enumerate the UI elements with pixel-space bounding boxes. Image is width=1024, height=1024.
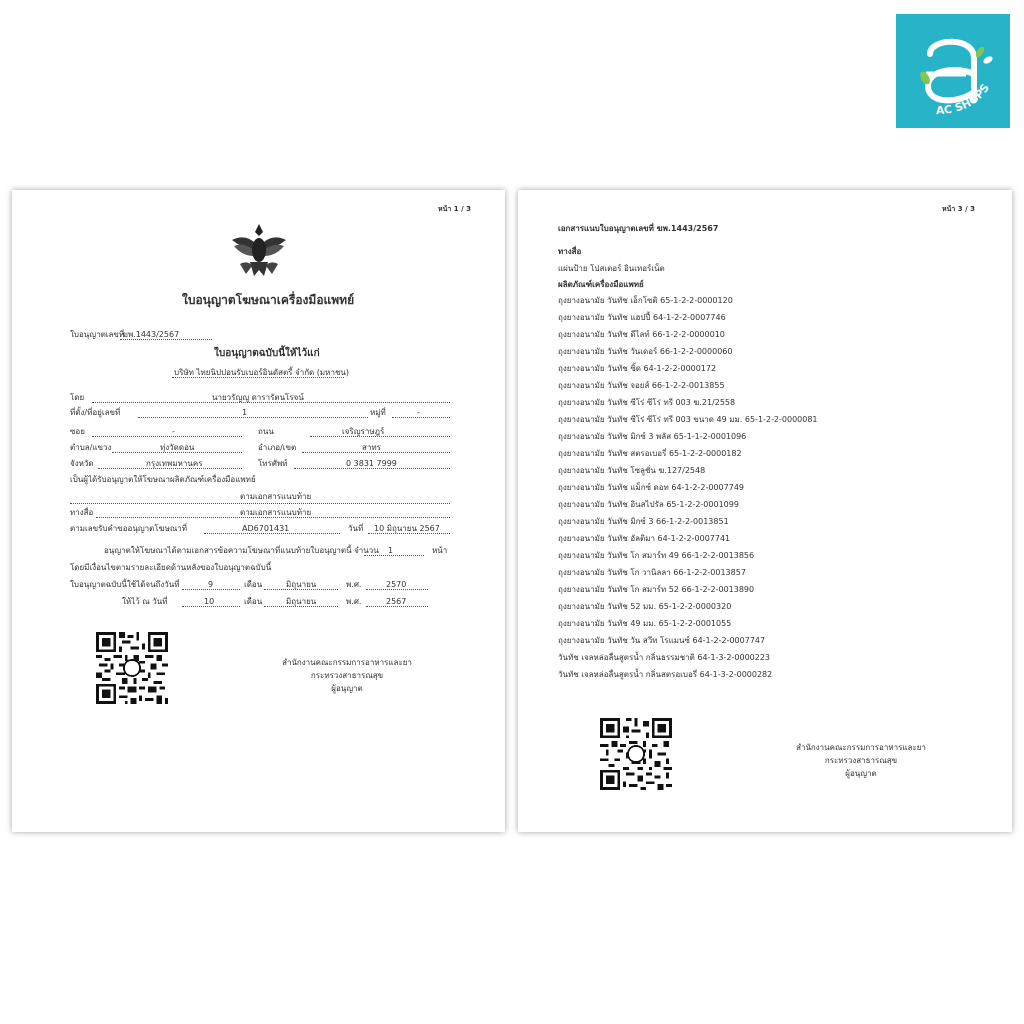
ministry-name: กระทรวงสาธารณสุข [824, 756, 898, 765]
product-item: ถุงยางอนามัย วันทัช วันเดอร์ 66-1-2-2-0000060 [558, 347, 733, 356]
media-label: ทางสื่อ [70, 508, 94, 517]
licensee-statement: เป็นผู้ได้รับอนุญาตให้โฆษณาผลิตภัณฑ์เครื่องมือแพทย์ [70, 475, 256, 484]
product-item: ถุงยางอนามัย วันทัช อินสไปรัล 65-1-2-2-0001099 [558, 500, 739, 509]
media-list: แผ่นป้าย โปสเตอร์ อินเทอร์เน็ต [558, 264, 665, 273]
product-item: ถุงยางอนามัย วันทัช ซิ้ด 64-1-2-2-0000172 [558, 364, 717, 373]
page-number: หน้า 3 / 3 [942, 205, 975, 213]
valid-year-label: พ.ศ. [346, 580, 362, 589]
valid-month-label: เดือน [244, 580, 263, 589]
per-attached-media: ตามเอกสารแนบท้าย [240, 508, 312, 517]
moo-value: - [417, 408, 420, 417]
permit-statement: อนุญาตให้โฆษณาได้ตามเอกสารข้อความโฆษณาที่แนบท้ายใบอนุญาตนี้ จำนวน [104, 546, 379, 555]
licensor-label: ผู้อนุญาต [331, 684, 363, 693]
product-item: ถุงยางอนามัย วันทัช โก สมาร์ท 49 66-1-2-2-0013856 [558, 551, 755, 560]
district-value: สาทร [362, 443, 381, 452]
product-item: ถุงยางอนามัย วันทัช ซีโร่ ซีโร่ ทรี 003 ขนาด 49 มม. 65-1-2-2-0000081 [558, 415, 818, 424]
office-name: สำนักงานคณะกรรมการอาหารและยา [282, 658, 412, 667]
province-value: กรุงเทพมหานคร [146, 459, 203, 468]
license-title: ใบอนุญาตโฆษณาเครื่องมือแพทย์ [182, 293, 355, 307]
logo-text: AC SHOPS [935, 81, 993, 118]
product-item: ถุงยางอนามัย วันทัช อัลติมา 64-1-2-2-0007741 [558, 534, 731, 543]
moo-label: หมู่ที่ [370, 408, 386, 417]
phone-label: โทรศัพท์ [258, 459, 288, 468]
product-item: วันทัช เจลหล่อลื่นสูตรน้ำ กลิ่นธรรมชาติ 64-1-3-2-0000223 [558, 653, 771, 662]
qr-code [600, 718, 672, 790]
ac-shops-logo [896, 14, 1010, 128]
given-year-label: พ.ศ. [346, 597, 362, 606]
page-number: หน้า 1 / 3 [438, 205, 471, 213]
valid-until-label: ใบอนุญาตฉบับนี้ใช้ได้จนถึงวันที่ [70, 580, 180, 589]
district-label: อำเภอ/เขต [258, 443, 297, 452]
product-item: ถุงยางอนามัย วันทัช สตรอเบอรี่ 65-1-2-2-0000182 [558, 449, 742, 458]
valid-month: มิถุนายน [286, 580, 317, 589]
product-item: ถุงยางอนามัย วันทัช แม็กซ์ ดอท 64-1-2-2-0007749 [558, 483, 744, 492]
product-item: ถุงยางอนามัย วันทัช โซลูชั่น ฆ.127/2548 [558, 466, 706, 475]
license-number-value: ฆพ.1443/2567 [122, 330, 180, 339]
road-label: ถนน [258, 427, 274, 436]
pages-label: หน้า [432, 546, 448, 555]
address-label: ที่ตั้ง/ที่อยู่เลขที่ [70, 408, 121, 417]
license-page-3 [518, 190, 1012, 832]
product-item: ถุงยางอนามัย วันทัช เอ็กโซติ 65-1-2-2-0000120 [558, 296, 733, 305]
permit-page-count: 1 [388, 546, 394, 555]
issued-to-heading: ใบอนุญาตฉบับนี้ให้ไว้แก่ [214, 348, 320, 359]
valid-year: 2570 [386, 580, 407, 589]
ministry-name: กระทรวงสาธารณสุข [310, 671, 384, 680]
product-item: ถุงยางอนามัย วันทัช ซีโร่ ซีโร่ ทรี 003 ฆ.21/2558 [558, 398, 736, 407]
ac-shops-logo-mark [896, 14, 1010, 128]
attachment-heading: เอกสารแนบใบอนุญาตเลขที่ ฆพ.1443/2567 [558, 224, 719, 233]
conditions-statement: โดยมีเงื่อนไขตามรายละเอียดด้านหลังของใบอนุญาตฉบับนี้ [70, 563, 272, 572]
product-item: ถุงยางอนามัย วันทัช 52 มม. 65-1-2-2-0000320 [558, 602, 732, 611]
by-label: โดย [70, 393, 85, 402]
phone-value: 0 3831 7999 [346, 459, 397, 468]
representative-name: นายวรัญญู ดารารัตนโรจน์ [212, 393, 304, 402]
company-name: บริษัท ไทยนิปปอนรับเบอร์อินดัสตรี้ จำกัด (มหาชน) [174, 368, 349, 377]
product-item: ถุงยางอนามัย วันทัช โก สมาร์ท 52 66-1-2-2-0013890 [558, 585, 755, 594]
subdistrict-value: ทุ่งวัดดอน [160, 443, 195, 452]
date-label: วันที่ [348, 524, 364, 533]
product-item: ถุงยางอนามัย วันทัช จอยส์ 66-1-2-2-0013855 [558, 381, 725, 390]
license-page-1 [12, 190, 505, 832]
product-item: ถุงยางอนามัย วันทัช มิกซ์ 3 66-1-2-2-0013851 [558, 517, 729, 526]
product-item: ถุงยางอนามัย วันทัช แฮปปี้ 64-1-2-2-0007746 [558, 313, 726, 322]
product-item: ถุงยางอนามัย วันทัช 49 มม. 65-1-2-2-0001055 [558, 619, 732, 628]
valid-day: 9 [208, 580, 214, 589]
receipt-number: AD6701431 [242, 524, 290, 533]
product-item: ถุงยางอนามัย วันทัช มิกซ์ 3 พลัส 65-1-1-2-0001096 [558, 432, 747, 441]
qr-code [96, 632, 168, 704]
given-year: 2567 [386, 597, 407, 606]
given-on-label: ให้ไว้ ณ วันที่ [122, 597, 168, 606]
receipt-label: ตามเลขรับคำขออนุญาตโฆษณาที่ [70, 524, 188, 533]
media-heading: ทางสื่อ [558, 247, 582, 256]
soi-value: - [172, 427, 175, 436]
given-month: มิถุนายน [286, 597, 317, 606]
per-attached-products: ตามเอกสารแนบท้าย [240, 492, 312, 501]
product-item: ถุงยางอนามัย วันทัช ดีไลท์ 66-1-2-2-0000010 [558, 330, 725, 339]
date-value: 10 มิถุนายน 2567 [374, 524, 440, 533]
products-heading: ผลิตภัณฑ์เครื่องมือแพทย์ [558, 280, 644, 289]
product-item: วันทัช เจลหล่อลื่นสูตรน้ำ กลิ่นสตรอเบอรี่ 64-1-3-2-0000282 [558, 670, 773, 679]
address-value: 1 [242, 408, 248, 417]
garuda-emblem [228, 220, 290, 282]
province-label: จังหวัด [70, 459, 94, 468]
soi-label: ซอย [70, 427, 85, 436]
subdistrict-label: ตำบล/แขวง [70, 443, 112, 452]
product-item: ถุงยางอนามัย วันทัช โก วานิลลา 66-1-2-2-0013857 [558, 568, 746, 577]
given-day: 10 [204, 597, 215, 606]
road-value: เจริญราษฎร์ [342, 427, 385, 436]
given-month-label: เดือน [244, 597, 263, 606]
license-number-label: ใบอนุญาตเลขที่ [70, 330, 125, 339]
office-name: สำนักงานคณะกรรมการอาหารและยา [796, 743, 926, 752]
licensor-label: ผู้อนุญาต [845, 769, 877, 778]
product-item: ถุงยางอนามัย วันทัช วัน สวีท โรแมนซ์ 64-1-2-2-0007747 [558, 636, 766, 645]
